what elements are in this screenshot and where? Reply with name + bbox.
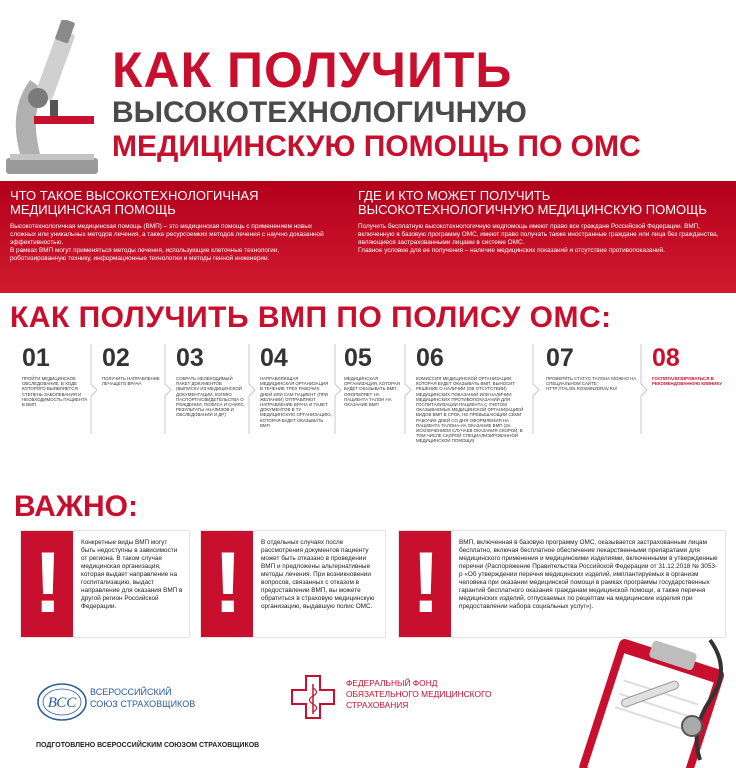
ffoms-name bbox=[346, 678, 492, 711]
step-1 bbox=[22, 344, 88, 407]
what-is-vmp bbox=[10, 189, 330, 263]
prepared-by: ПОДГОТОВЛЕНО ВСЕРОССИЙСКИМ СОЮЗОМ СТРАХОВЩИКОВ bbox=[36, 742, 260, 749]
where-paragraph-1: Получить бесплатную высокотехнологичную медпомощь имеют право все граждане Российской Федерации. ВМП, включенную в базовую программу ОМС, имеют право получать также иностранные граждане или лица без гражданства, являющиеся застрахованными лицами в системе ОМС. bbox=[358, 223, 719, 246]
where-heading: ГДЕ И КТО МОЖЕТ ПОЛУЧИТЬ ВЫСОКОТЕХНОЛОГИЧНУЮ МЕДИЦИНСКУЮ ПОМОЩЬ bbox=[358, 188, 707, 217]
step-7 bbox=[546, 344, 640, 392]
chevron-right-icon bbox=[164, 344, 172, 434]
step-3 bbox=[176, 344, 246, 418]
title-line-3: МЕДИЦИНСКУЮ ПОМОЩЬ ПО ОМС bbox=[112, 130, 641, 163]
vss-name bbox=[90, 686, 195, 710]
step-text: КОМИССИЯ МЕДИЦИНСКОЙ ОРГАНИЗАЦИИ, КОТОРАЯ БУДЕТ ОКАЗЫВАТЬ ВМП, ВЫНОСИТ РЕШЕНИЕ О НАЛИЧИИ (ОБ ОТСУТСТВИИ) МЕДИЦИНСКИХ ПОКАЗАНИЙ ИЛИ НАЛИЧИИ МЕДИЦИНСКИХ ПРОТИВОПОКАЗАНИЙ ДЛЯ ГОСПИТАЛИЗАЦИИ ПАЦИЕНТА С УЧЕТОМ ОКАЗЫВАЕМЫХ МЕДИЦИНСКОЙ ОРГАНИЗАЦИЕЙ ВИДОВ ВМП В СРОК, НЕ ПРЕВЫШАЮЩИЙ СЕМИ РАБОЧИХ ДНЕЙ СО ДНЯ ОФОРМЛЕНИЯ НА ПАЦИЕНТА ТАЛОНА НА ОКАЗАНИЕ ВМП (ЗА ИСКЛЮЧЕНИЕМ СЛУЧАЕВ ОКАЗАНИЯ СКОРОЙ, В ТОМ ЧИСЛЕ СКОРОЙ СПЕЦИАЛИЗИРОВАННОЙ МЕДИЦИНСКОЙ ПОМОЩИ) bbox=[416, 376, 524, 444]
important-card-1 bbox=[20, 530, 190, 638]
microscope-icon bbox=[0, 20, 100, 180]
what-paragraph-1: Высокотехнологичная медицинская помощь (ВМП) – это медицинская помощь с применением новых сложных или уникальных методов лечения, а также ресурсоемких методов лечения с научно доказанной эффективностью. bbox=[10, 223, 324, 246]
clipboard-stethoscope-icon bbox=[560, 630, 736, 768]
vss-line-1: ВСЕРОССИЙСКИЙ bbox=[90, 687, 172, 697]
step-number: 04 bbox=[260, 344, 288, 372]
step-4 bbox=[260, 344, 332, 428]
where-who-vmp bbox=[358, 189, 728, 255]
what-heading: ЧТО ТАКОЕ ВЫСОКОТЕХНОЛОГИЧНАЯ МЕДИЦИНСКАЯ ПОМОЩЬ bbox=[10, 188, 259, 217]
exclamation-icon: ! bbox=[213, 535, 243, 631]
step-number: 02 bbox=[102, 344, 130, 372]
important-title: ВАЖНО: bbox=[14, 490, 138, 523]
step-number: 08 bbox=[652, 344, 680, 372]
chevron-right-icon bbox=[248, 344, 256, 434]
step-2 bbox=[102, 344, 160, 386]
card-text: Конкретные виды ВМП могут быть недоступны в зависимости от региона. В таком случае медицинская организация, которая выдает направление на госпитализацию, выдаст направление для оказания ВМП в другой регион Российской Федерации. bbox=[81, 539, 183, 610]
step-text: ГОСПИТАЛИЗИРОВАТЬСЯ В РЕКОМЕНДОВАННУЮ КЛИНИКУ bbox=[652, 376, 722, 387]
vss-line-2: СОЮЗ СТРАХОВЩИКОВ bbox=[90, 699, 196, 709]
chevron-right-icon bbox=[404, 344, 412, 434]
ffoms-line-3: СТРАХОВАНИЯ bbox=[346, 700, 409, 710]
step-5 bbox=[344, 344, 400, 407]
what-paragraph-2: В рамках ВМП могут применяться методы лечения, использующие клеточные технологии, роботизированную технику, информационные технологии и методы генной инженерии. bbox=[10, 247, 280, 262]
ffoms-logo bbox=[290, 674, 336, 726]
chevron-right-icon bbox=[90, 344, 98, 434]
ffoms-line-1: ФЕДЕРАЛЬНЫЙ ФОНД bbox=[346, 678, 438, 688]
steps-row bbox=[0, 344, 736, 454]
exclamation-icon: ! bbox=[33, 535, 63, 631]
chevron-right-icon bbox=[532, 344, 540, 434]
exclamation-icon: ! bbox=[411, 535, 441, 631]
title-line-1: КАК ПОЛУЧИТЬ bbox=[112, 42, 513, 98]
step-text: ПРОЙТИ МЕДИЦИНСКОЕ ОБСЛЕДОВАНИЕ, В ХОДЕ КОТОРОГО ВЫЯВЛЯЕТСЯ СТЕПЕНЬ ЗАБОЛЕВАНИЯ И НЕОБХОДИМОСТЬ ПАЦИЕНТА В ВМП bbox=[22, 376, 88, 408]
step-8 bbox=[652, 344, 728, 386]
title-line-2: ВЫСОКОТЕХНОЛОГИЧНУЮ bbox=[112, 96, 527, 129]
step-text: СОБРАТЬ НЕОБХОДИМЫЙ ПАКЕТ ДОКУМЕНТОВ (ВЫПИСКУ ИЗ МЕДИЦИНСКОЙ ДОКУМЕНТАЦИИ, КОПИЮ ПАСПОРТА/СВИДЕТЕЛЬСТВА О РОЖДЕНИИ, ПОЛИСА И СНИЛС, РЕЗУЛЬТАТЫ АНАЛИЗОВ И ОБСЛЕДОВАНИЙ И ДР.) bbox=[176, 376, 245, 418]
step-number: 05 bbox=[344, 344, 372, 372]
card-text: В отдельных случаях после рассмотрения документов пациенту может быть отказано в проведении ВМП и предложены альтернативные методы лечения. При возникновении вопросов, связанных с отказом в предоставлении ВМП, вы можете обратиться в страховую медицинскую организацию, выдавшую полис ОМС. bbox=[261, 539, 375, 610]
step-text: НАПРАВЛЯЮЩАЯ МЕДИЦИНСКАЯ ОРГАНИЗАЦИЯ В ТЕЧЕНИЕ ТРЕХ РАБОЧИХ ДНЕЙ ИЛИ САМ ПАЦИЕНТ (ПРИ ЖЕЛАНИИ) ОТПРАВЛЯЮТ НАПРАВЛЕНИЕ ВРАЧА И ПАКЕТ ДОКУМЕНТОВ В ТУ МЕДИЦИНСКУЮ ОРГАНИЗАЦИЮ, КОТОРАЯ БУДЕТ ОКАЗЫВАТЬ ВМП bbox=[260, 376, 332, 428]
step-6 bbox=[416, 344, 526, 444]
step-text: ПРОВЕРИТЬ СТАТУС ТАЛОНА МОЖНО НА СПЕЦИАЛЬНОМ САЙТЕ: HTTP://TALON.ROSMINZDRAV.RU/ bbox=[546, 376, 637, 392]
step-text: МЕДИЦИНСКАЯ ОРГАНИЗАЦИЯ, КОТОРАЯ БУДЕТ ОКАЗЫВАТЬ ВМП, ОФОРМЛЯЕТ НА ПАЦИЕНТА ТАЛОН НА ОКАЗАНИЕ ВМП bbox=[344, 376, 400, 408]
info-band bbox=[0, 181, 736, 293]
ffoms-line-2: ОБЯЗАТЕЛЬНОГО МЕДИЦИНСКОГО bbox=[346, 689, 492, 699]
step-number: 03 bbox=[176, 344, 204, 372]
step-number: 06 bbox=[416, 344, 444, 372]
vss-logo-mark: ВСС bbox=[47, 695, 77, 711]
step-text: ПОЛУЧИТЬ НАПРАВЛЕНИЕ ЛЕЧАЩЕГО ВРАЧА bbox=[102, 376, 160, 387]
card-text: ВМП, включенная в базовую программу ОМС, оказывается застрахованным лицам бесплатно, включая бесплатное обеспечение лекарственными препаратами для медицинского применения и медицинскими изделиями, включенными в утвержденные перечни (Распоряжение Правительства Российской Федерации от 31.12.2018 № 3053-р «Об утверждении перечня медицинских изделий, имплантируемых в организм человека при оказании медицинской помощи в рамках программы государственных гарантий бесплатного оказания гражданам медицинской помощи, а также перечня медицинских изделий, отпускаемых по рецептам на медицинские изделия при предоставлении набора социальных услуг»). bbox=[459, 539, 718, 610]
where-paragraph-2: Главное условие для ее получения – наличие медицинских показаний и отсутствие противопоказаний. bbox=[358, 247, 665, 254]
chevron-right-icon bbox=[334, 344, 342, 434]
important-card-3 bbox=[398, 530, 726, 638]
chevron-right-icon bbox=[640, 344, 648, 434]
step-number: 01 bbox=[22, 344, 50, 372]
how-title: КАК ПОЛУЧИТЬ ВМП ПО ПОЛИСУ ОМС: bbox=[10, 301, 612, 334]
important-card-2 bbox=[200, 530, 386, 638]
page-title bbox=[112, 44, 732, 164]
step-number: 07 bbox=[546, 344, 574, 372]
